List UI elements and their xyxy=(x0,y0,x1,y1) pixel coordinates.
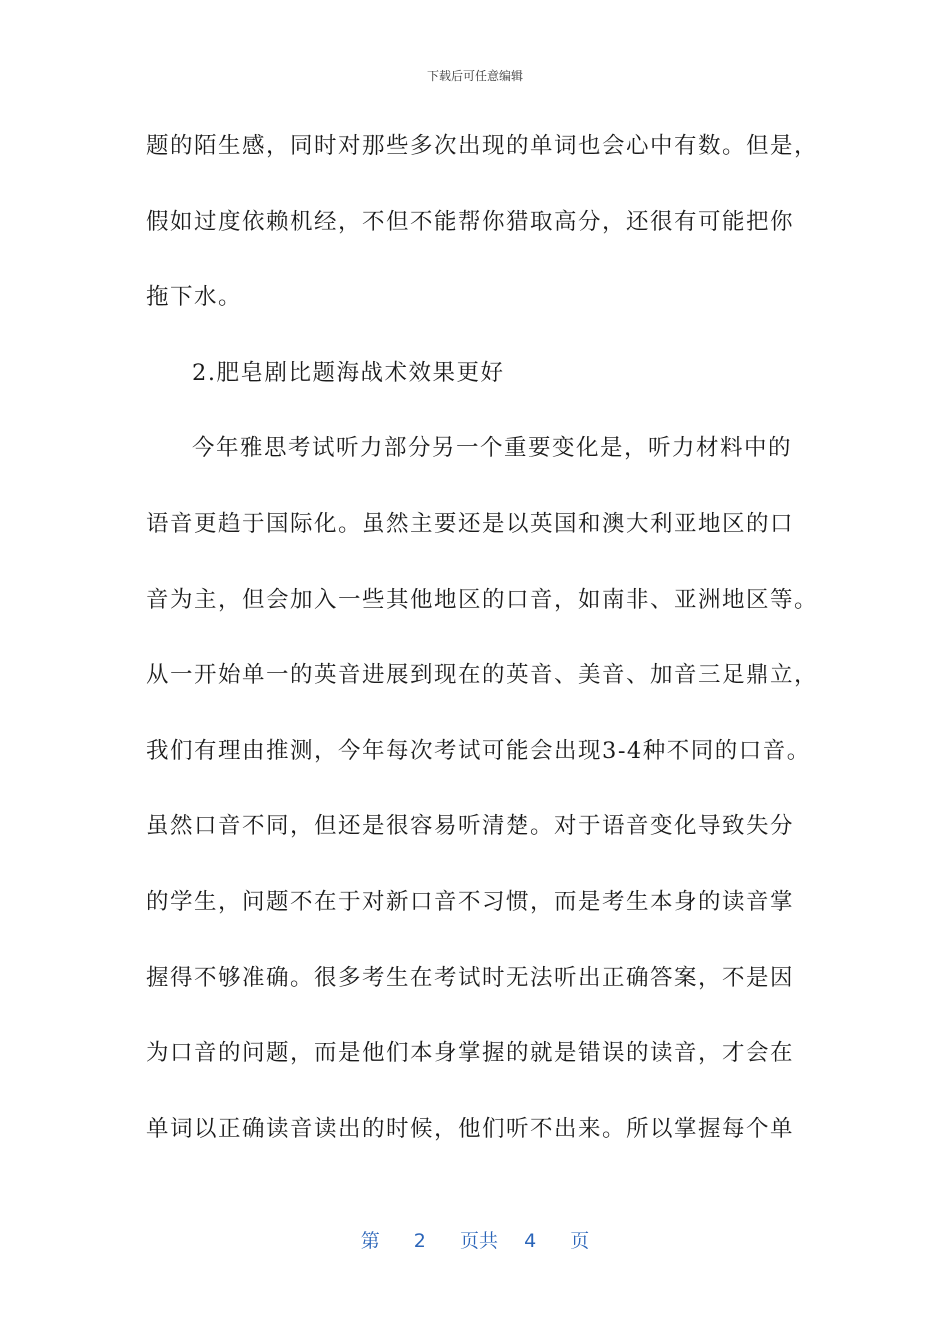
paragraph-line: 我们有理由推测，今年每次考试可能会出现3-4种不同的口音。 xyxy=(146,737,811,764)
paragraph-line: 语音更趋于国际化。虽然主要还是以英国和澳大利亚地区的口 xyxy=(146,510,795,537)
paragraph-line: 假如过度依赖机经，不但不能帮你猎取高分，还很有可能把你 xyxy=(146,208,795,235)
document-body xyxy=(146,124,819,1182)
current-page-number: 2 xyxy=(413,1230,426,1252)
paragraph-line: 的学生，问题不在于对新口音不习惯，而是考生本身的读音掌 xyxy=(146,888,795,915)
page-footer xyxy=(0,1226,950,1253)
paragraph-line: 音为主，但会加入一些其他地区的口音，如南非、亚洲地区等。 xyxy=(146,586,819,613)
section-heading: 2.肥皂剧比题海战术效果更好 xyxy=(192,359,505,386)
paragraph-line: 从一开始单一的英音进展到现在的英音、美音、加音三足鼎立， xyxy=(146,662,819,689)
header-note: 下载后可任意编辑 xyxy=(426,69,523,83)
paragraph-line: 虽然口音不同，但还是很容易听清楚。对于语音变化导致失分 xyxy=(146,813,795,840)
paragraph-line: 拖下水。 xyxy=(146,284,243,311)
paragraph-line: 今年雅思考试听力部分另一个重要变化是，听力材料中的 xyxy=(192,435,793,462)
paragraph-line: 题的陌生感，同时对那些多次出现的单词也会心中有数。但是， xyxy=(146,133,819,159)
page-label-suffix: 页 xyxy=(570,1230,590,1252)
total-pages-number: 4 xyxy=(524,1230,537,1252)
paragraph-line: 单词以正确读音读出的时候，他们听不出来。所以掌握每个单 xyxy=(146,1115,795,1142)
page-label-middle: 页共 xyxy=(459,1230,498,1252)
page-label-prefix: 第 xyxy=(360,1230,380,1252)
paragraph-line: 握得不够准确。很多考生在考试时无法听出正确答案，不是因 xyxy=(146,964,795,991)
paragraph-line: 为口音的问题，而是他们本身掌握的就是错误的读音，才会在 xyxy=(146,1040,795,1067)
